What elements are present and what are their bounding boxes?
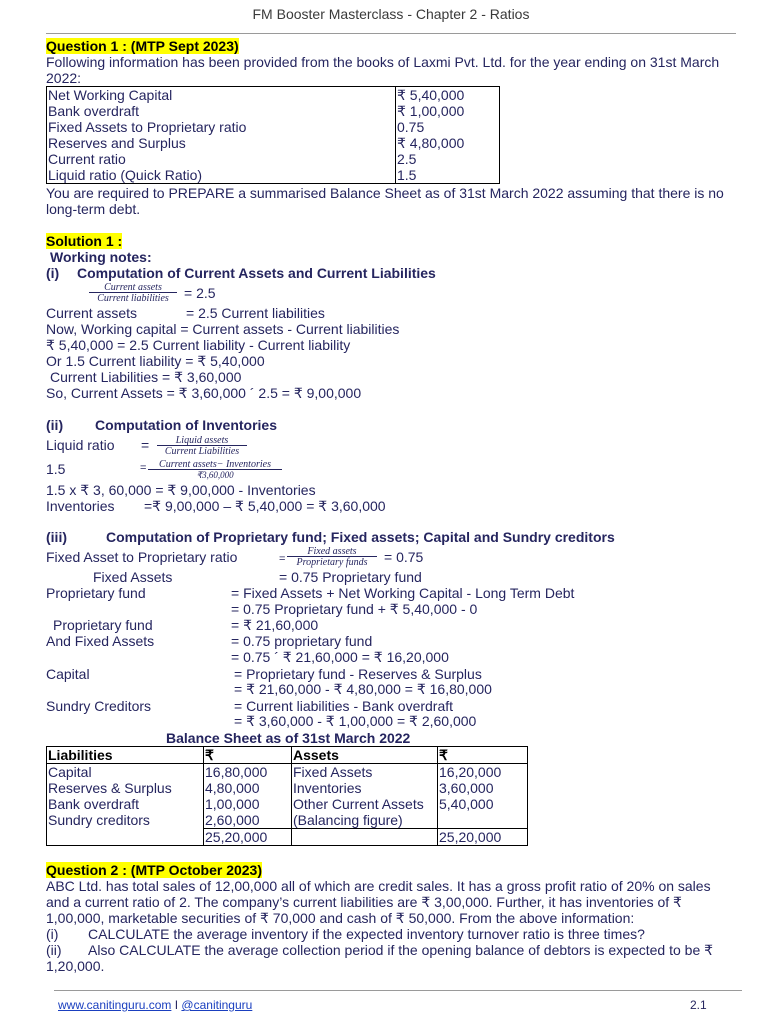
question-2-item-text: Also CALCULATE the average collection period if the opening balance of debtors is expected to be ₹ [88,942,714,958]
liabilities-total: 25,20,000 [204,829,292,846]
current-assets-value: = 2.5 Current liabilities [186,305,325,321]
computation-label: Sundry Creditors [46,698,152,714]
fraction-numerator: Liquid assets [157,435,247,446]
question-1-title: Question 1 : (MTP Sept 2023) [46,38,239,54]
question-1-title-line [46,38,239,54]
footer-rule [54,990,742,991]
computation-value: = Current liabilities - Bank overdraft [234,698,454,714]
table-cell-value: 1.5 [397,167,417,183]
table-cell-value: 0.75 [397,119,425,135]
working-notes-heading: Working notes: [50,249,152,265]
computation-value: = ₹ 21,60,000 [231,617,319,633]
solution-1-title: Solution 1 : [46,233,123,249]
table-cell-value: ₹ 5,40,000 [397,87,465,103]
fraction-numerator: Current assets− Inventories [148,459,282,470]
question-2-item-number: (ii) [46,942,62,958]
table-cell-label: Net Working Capital [47,87,396,104]
computation-value: = ₹ 21,60,000 - ₹ 4,80,000 = ₹ 16,80,000 [234,681,492,697]
equals-sign: = [279,553,286,565]
part-3-heading: Computation of Proprietary fund; Fixed assets; Capital and Sundry creditors [106,529,615,545]
computation-label: Proprietary fund [46,585,146,601]
question-2-continuation: 1,20,000. [46,958,105,974]
header-rule [46,33,736,34]
page-number: 2.1 [690,998,707,1012]
working-line: 1.5 x ₹ 3, 60,000 = ₹ 9,00,000 - Inventories [46,482,316,498]
table-row [47,812,528,829]
computation-label: Proprietary fund [53,617,153,633]
asset-name: (Balancing figure) [292,812,438,829]
computation-label: Fixed Assets [93,569,173,585]
part-2-heading: Computation of Inventories [95,417,277,433]
part-2-number: (ii) [46,417,64,433]
computation-value: = ₹ 3,60,000 - ₹ 1,00,000 = ₹ 2,60,000 [234,713,477,729]
computation-value: = 0.75 Proprietary fund + ₹ 5,40,000 - 0 [231,601,478,617]
total-spacer [292,829,438,846]
solution-1-title-line [46,233,122,249]
asset-name: Fixed Assets [292,764,438,781]
inventories-value: =₹ 9,00,000 – ₹ 5,40,000 = ₹ 3,60,000 [144,498,386,514]
asset-amount [438,812,528,829]
liability-amount: 16,80,000 [204,764,292,781]
footer-separator: I [174,998,179,1012]
social-handle-link[interactable]: @canitinguru [181,998,253,1012]
assets-total: 25,20,000 [438,829,528,846]
computation-value: = 0.75 ´ ₹ 21,60,000 = ₹ 16,20,000 [231,649,449,665]
table-row [47,87,500,104]
website-link[interactable]: www.canitinguru.com [58,998,172,1012]
table-cell-value: ₹ 4,80,000 [397,135,465,151]
liability-amount: 1,00,000 [204,796,292,812]
liability-name: Capital [47,764,204,781]
part-1-number: (i) [46,265,60,281]
question-2-intro-line: 1,00,000, marketable securities of ₹ 70,000 and cash of ₹ 50,000. From the above information: [46,910,635,926]
current-ratio-fraction [89,282,177,304]
running-header: FM Booster Masterclass - Chapter 2 - Ratios [252,6,530,22]
column-header-amount: ₹ [204,747,292,764]
computation-value: = 0.75 Proprietary fund [279,569,422,585]
table-cell-value: ₹ 1,00,000 [397,103,465,119]
computation-value: = Proprietary fund - Reserves & Surplus [234,666,482,682]
asset-amount: 5,40,000 [438,796,528,812]
fraction-denominator: Proprietary funds [296,557,368,568]
asset-name: Other Current Assets [292,796,438,812]
part-1-heading: Computation of Current Assets and Current Liabilities [77,265,436,281]
liability-amount: 4,80,000 [204,780,292,796]
table-row [47,764,528,781]
liquid-ratio-fraction [157,435,247,457]
asset-amount: 3,60,000 [438,780,528,796]
table-total-row [47,829,528,846]
liquid-ratio-value: 1.5 [46,461,66,477]
table-header-row [47,747,528,764]
table-row [47,780,528,796]
fixed-asset-ratio-fraction [287,546,377,568]
fraction-result: = 2.5 [184,285,216,301]
table-cell-label: Reserves and Surplus [47,135,396,151]
question-1-data-table [46,86,500,184]
inventories-label: Inventories [46,498,115,514]
liability-name: Bank overdraft [47,796,204,812]
table-row [47,167,500,184]
question-2-intro-line: ABC Ltd. has total sales of 12,00,000 all of which are credit sales. It has a gross profit ratio of 20% on sales [46,878,711,894]
computation-label: And Fixed Assets [46,633,155,649]
table-row [47,119,500,135]
working-line: Or 1.5 Current liability = ₹ 5,40,000 [46,353,265,369]
table-row [47,135,500,151]
working-line: So, Current Assets = ₹ 3,60,000 ´ 2.5 = ₹ 9,00,000 [46,385,362,401]
table-row [47,151,500,167]
question-1-task-line: long-term debt. [46,201,141,217]
fixed-asset-ratio-label: Fixed Asset to Proprietary ratio [46,549,238,565]
equals-sign: = [141,437,150,453]
balance-sheet-title: Balance Sheet as of 31st March 2022 [166,730,411,746]
question-2-intro-line: and a current ratio of 2. The company’s current liabilities are ₹ 3,00,000. Further, it has inventories of ₹ [46,894,682,910]
fraction-denominator: Current liabilities [97,293,169,304]
table-row [47,796,528,812]
computation-label: Capital [46,666,90,682]
liability-name: Sundry creditors [47,812,204,829]
table-row [47,103,500,119]
current-assets-label: Current assets [46,305,138,321]
question-2-title: Question 2 : (MTP October 2023) [46,862,263,878]
table-cell-label: Liquid ratio (Quick Ratio) [47,167,396,184]
table-cell-label: Fixed Assets to Proprietary ratio [47,119,396,135]
total-spacer [47,829,204,846]
column-header-assets: Assets [292,747,438,764]
column-header-liabilities: Liabilities [47,747,204,764]
table-cell-label: Current ratio [47,151,396,167]
liability-amount: 2,60,000 [204,812,292,829]
question-2-item-text: CALCULATE the average inventory if the expected inventory turnover ratio is three times? [88,926,645,942]
equals-sign: = [140,462,147,474]
question-2-item-number: (i) [46,926,59,942]
fraction-numerator: Current assets [89,282,177,293]
table-cell-value: 2.5 [397,151,417,167]
asset-name: Inventories [292,780,438,796]
balance-sheet-table [46,746,528,846]
part-3-number: (iii) [46,529,67,545]
inventory-fraction [148,459,282,481]
column-header-amount: ₹ [438,747,528,764]
working-line: ₹ 5,40,000 = 2.5 Current liability - Current liability [46,337,351,353]
asset-amount: 16,20,000 [438,764,528,781]
liquid-ratio-label: Liquid ratio [46,437,115,453]
question-1-intro-line: Following information has been provided from the books of Laxmi Pvt. Ltd. for the year ending on 31st March [46,54,720,70]
working-line: Now, Working capital = Current assets - Current liabilities [46,321,400,337]
question-2-title-line [46,862,262,878]
fraction-denominator: Current Liabilities [164,446,240,457]
computation-value: = 0.75 proprietary fund [231,633,373,649]
working-line: Current Liabilities = ₹ 3,60,000 [50,369,242,385]
question-1-task-line: You are required to PREPARE a summarised Balance Sheet as of 31st March 2022 assuming that there is no [46,185,724,201]
table-cell-label: Bank overdraft [47,103,396,119]
computation-value: = Fixed Assets + Net Working Capital - Long Term Debt [231,585,575,601]
footer-links [58,998,252,1012]
fraction-numerator: Fixed assets [287,546,377,557]
fraction-denominator: ₹3,60,000 [196,470,234,480]
fraction-result: = 0.75 [384,549,424,565]
question-1-intro-line: 2022: [46,70,82,86]
liability-name: Reserves & Surplus [47,780,204,796]
